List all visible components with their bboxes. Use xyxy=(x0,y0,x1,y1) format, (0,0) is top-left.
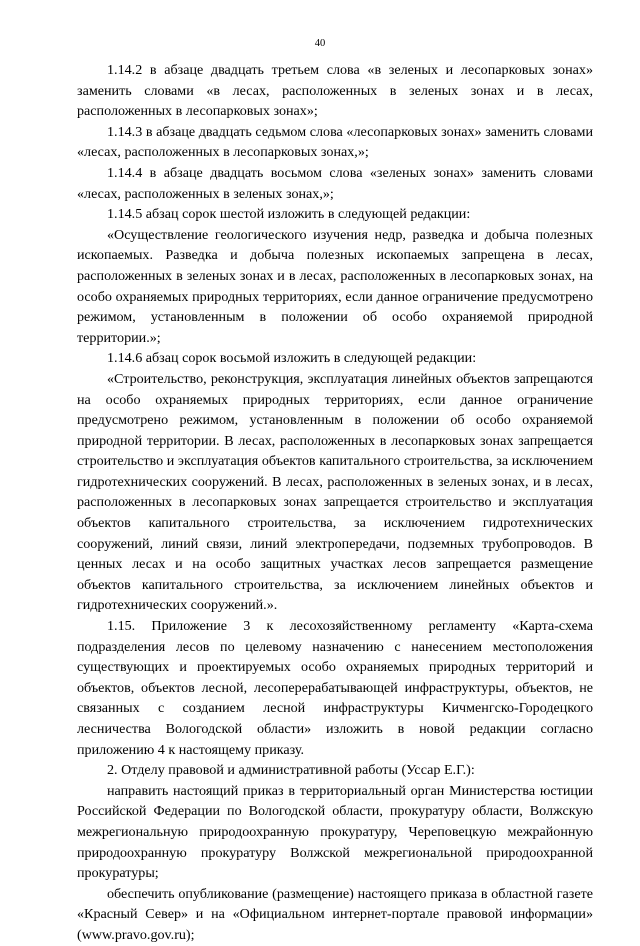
paragraph-send-order: направить настоящий приказ в территориальный орган Министерства юстиции Российской Федерации по Вологодской области, прокуратуру области, Волжскую межрегиональную природоохранную прокуратуру, Череповецкую межрайонную природоохранную прокуратуру Волжской межрегиональной природоохранной прокуратуры; xyxy=(77,782,593,882)
paragraph-1-14-4: 1.14.4 в абзаце двадцать восьмом слова «зеленых зонах» заменить словами «лесах, расположенных в зеленых зонах,»; xyxy=(77,164,593,202)
quoted-paragraph-construction: «Строительство, реконструкция, эксплуатация линейных объектов запрещаются на особо охраняемых природных территориях, если данное ограничение предусмотрено режимом, установленным в положении об особо охраняемой природной территории. В лесах, расположенных в лесопарковых зонах запрещается строительство и эксплуатация объектов капитального строительства, за исключением гидротехнических сооружений. В лесах, расположенных в зеленых зонах, и в лесах, расположенных в лесопарковых зонах запрещается строительство и эксплуатация объектов капитального строительства, за исключением гидротехнических сооружений, линий связи, линий электропередачи, подземных трубопроводов. В ценных лесах и на особо защитных участках лесов запрещается размещение объектов капитального строительства, за исключением линейных объектов и гидротехнических сооружений.». xyxy=(77,370,593,614)
document-body xyxy=(77,60,593,946)
quoted-paragraph-geology: «Осуществление геологического изучения недр, разведка и добыча полезных ископаемых. Разведка и добыча полезных ископаемых запрещена в лесах, расположенных в зеленых зонах и в лесах, расположенных в лесопарковых зонах, на особо охраняемых природных территориях, если данное ограничение предусмотрено режимом, установленным в положении об особо охраняемой природной территории.»; xyxy=(77,226,593,346)
paragraph-1-14-6: 1.14.6 абзац сорок восьмой изложить в следующей редакции: xyxy=(107,350,477,367)
paragraph-2: 2. Отделу правовой и административной работы (Уссар Е.Г.): xyxy=(107,762,475,779)
paragraph-1-14-5: 1.14.5 абзац сорок шестой изложить в следующей редакции: xyxy=(107,206,471,223)
paragraph-1-14-2: 1.14.2 в абзаце двадцать третьем слова «в зеленых и лесопарковых зонах» заменить словами «в лесах, расположенных в зеленых зонах и в лесах, расположенных в лесопарковых зонах»; xyxy=(77,62,593,120)
paragraph-publish-order: обеспечить опубликование (размещение) настоящего приказа в областной газете «Красный Север» и на «Официальном интернет-портале правовой информации» (www.pravo.gov.ru); xyxy=(77,885,593,943)
paragraph-1-15: 1.15. Приложение 3 к лесохозяйственному регламенту «Карта-схема подразделения лесов по целевому назначению с нанесением местоположения существующих и проектируемых особо охраняемых природных территорий и объектов, объектов лесной, лесоперерабатывающей инфраструктуры, объектов, не связанных с созданием лесной инфраструктуры Кичменгско-Городецкого лесничества Вологодской области» изложить в новой редакции согласно приложению 4 к настоящему приказу. xyxy=(77,618,593,758)
page-number: 40 xyxy=(314,38,326,49)
paragraph-1-14-3: 1.14.3 в абзаце двадцать седьмом слова «лесопарковых зонах» заменить словами «лесах, расположенных в лесопарковых зонах,»; xyxy=(77,123,593,161)
